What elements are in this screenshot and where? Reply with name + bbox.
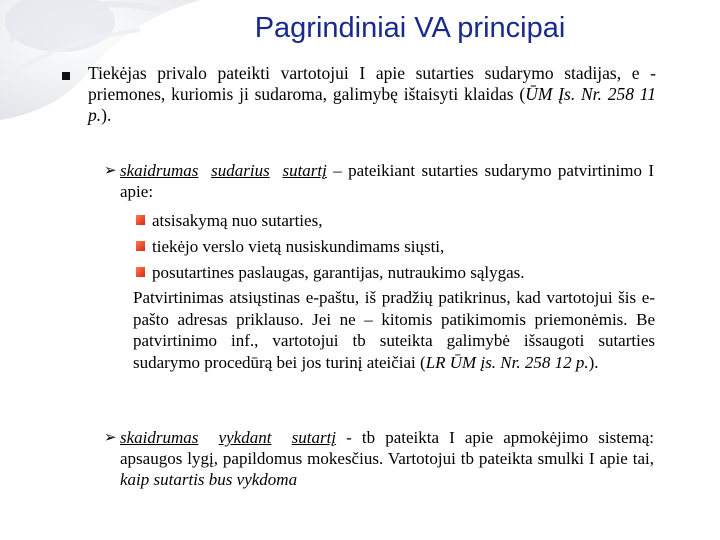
list-item xyxy=(136,234,525,260)
sub-bullet-2-tail: kaip sutartis bus vykdoma xyxy=(120,470,298,489)
term-word: sutartį xyxy=(282,161,327,180)
sub-bullet-2-text xyxy=(120,427,654,490)
slide-title: Pagrindiniai VA principai xyxy=(254,12,566,44)
confirmation-ref: LR ŪM įs. Nr. 258 12 p. xyxy=(425,352,589,372)
sub-bullet-1-text xyxy=(120,160,654,202)
red-square-bullet-icon xyxy=(136,267,145,277)
sub-bullet-2-body: - tb pateikta I apie apmokėjimo sistemą: apsaugos lygį, papildomus mokesčius. Vartotojui tb pateikta smulki I apie tai, xyxy=(120,428,655,468)
sub-bullet-1-items xyxy=(136,208,525,286)
confirmation-paragraph xyxy=(133,287,655,373)
list-item xyxy=(136,260,525,286)
term-word: sutartį xyxy=(291,428,337,447)
list-item-text: posutartines paslaugas, garantijas, nutraukimo sąlygas. xyxy=(152,263,525,282)
sub-bullet-1 xyxy=(104,160,654,202)
list-item-text: tiekėjo verslo vietą nusiskundimams siųsti, xyxy=(152,237,445,256)
arrow-bullet-icon: ➢ xyxy=(104,428,117,446)
list-item-text: atsisakymą nuo sutarties, xyxy=(152,211,323,230)
main-bullet-body: Tiekėjas privalo pateikti vartotojui I apie sutarties sudarymo stadijas, e -priemones, kuriomis ji sudaroma, galimybę ištaisyti klaidas ( xyxy=(88,63,656,104)
arrow-bullet-icon: ➢ xyxy=(104,161,117,179)
main-bullet-ref: ŪM Įs. Nr. 258 11 p. xyxy=(88,84,656,125)
black-square-bullet-icon xyxy=(62,72,70,80)
term-word: skaidrumas xyxy=(120,161,199,180)
red-square-bullet-icon xyxy=(136,215,145,225)
term-word: vykdant xyxy=(218,428,272,447)
sub-bullet-2 xyxy=(104,427,654,490)
confirmation-end: ). xyxy=(588,352,599,372)
confirmation-text: Patvirtinimas atsiųstinas e-paštu, iš pradžių patikrinus, kad vartotojui šis e-pašto adresas priklauso. Jei ne – kitomis patikimomis priemonėmis. Be patvirtinimo inf., vartotojui tb suteikta galimybė išsaugoti sutarties sudarymo procedūrą bei jos turinį ateičiai ( xyxy=(133,288,655,372)
main-bullet-text xyxy=(88,63,656,126)
sub-bullet-1-body: – pateikiant sutarties sudarymo patvirtinimo I apie: xyxy=(120,161,655,201)
term-word: sudarius xyxy=(211,161,270,180)
red-square-bullet-icon xyxy=(136,241,145,251)
term-word: skaidrumas xyxy=(120,428,199,447)
list-item xyxy=(136,208,525,234)
main-bullet-end: ). xyxy=(101,105,112,125)
